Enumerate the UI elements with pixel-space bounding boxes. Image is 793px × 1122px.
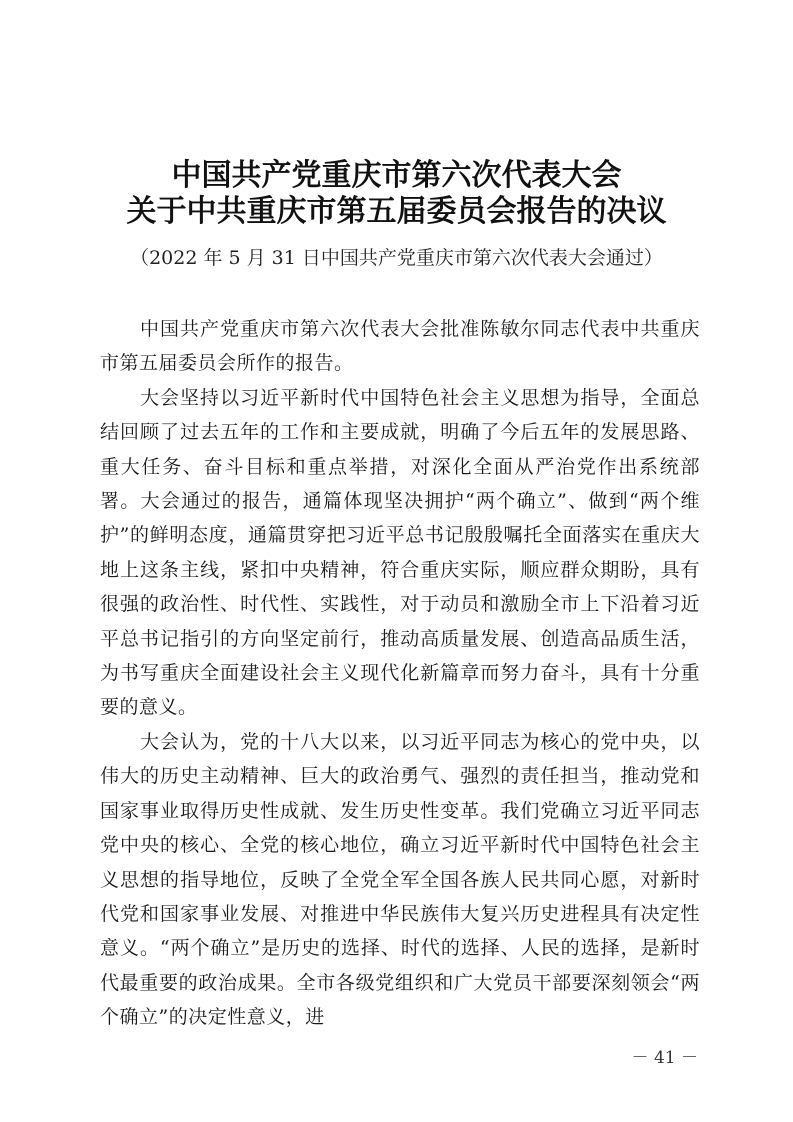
page-number: － 41 －: [631, 1048, 698, 1068]
document-title: [0, 158, 793, 230]
title-line-2: 关于中共重庆市第五届委员会报告的决议: [126, 194, 667, 229]
paragraph-3: 大会认为，党的十八大以来，以习近平同志为核心的党中央，以伟大的历史主动精神、巨大的政治勇气、强烈的责任担当，推动党和国家事业取得历史性成就、发生历史性变革。我们党确立习近平同志党中央的核心、全党的核心地位，确立习近平新时代中国特色社会主义思想的指导地位，反映了全党全军全国各族人民共同心愿，对新时代党和国家事业发展、对推进中华民族伟大复兴历史进程具有决定性意义。“两个确立”是历史的选择、时代的选择、人民的选择，是新时代最重要的政治成果。全市各级党组织和广大党员干部要深刻领会“两个确立”的决定性意义，进: [100, 730, 700, 1029]
document-body: [100, 312, 700, 1035]
paragraph-1: 中国共产党重庆市第六次代表大会批准陈敏尔同志代表中共重庆市第五届委员会所作的报告。: [100, 318, 700, 375]
paragraph-2: 大会坚持以习近平新时代中国特色社会主义思想为指导，全面总结回顾了过去五年的工作和主要成就，明确了今后五年的发展思路、重大任务、奋斗目标和重点举措，对深化全面从严治党作出系统部署。大会通过的报告，通篇体现坚决拥护“两个确立”、做到“两个维护”的鲜明态度，通篇贯穿把习近平总书记殷殷嘱托全面落实在重庆大地上这条主线，紧扣中央精神，符合重庆实际，顺应群众期盼，具有很强的政治性、时代性、实践性，对于动员和激励全市上下沿着习近平总书记指引的方向坚定前行，推动高质量发展、创造高品质生活，为书写重庆全面建设社会主义现代化新篇章而努力奋斗，具有十分重要的意义。: [100, 386, 700, 719]
document-subtitle: （2022 年 5 月 31 日中国共产党重庆市第六次代表大会通过）: [130, 247, 663, 269]
title-line-1: 中国共产党重庆市第六次代表大会: [171, 158, 622, 193]
